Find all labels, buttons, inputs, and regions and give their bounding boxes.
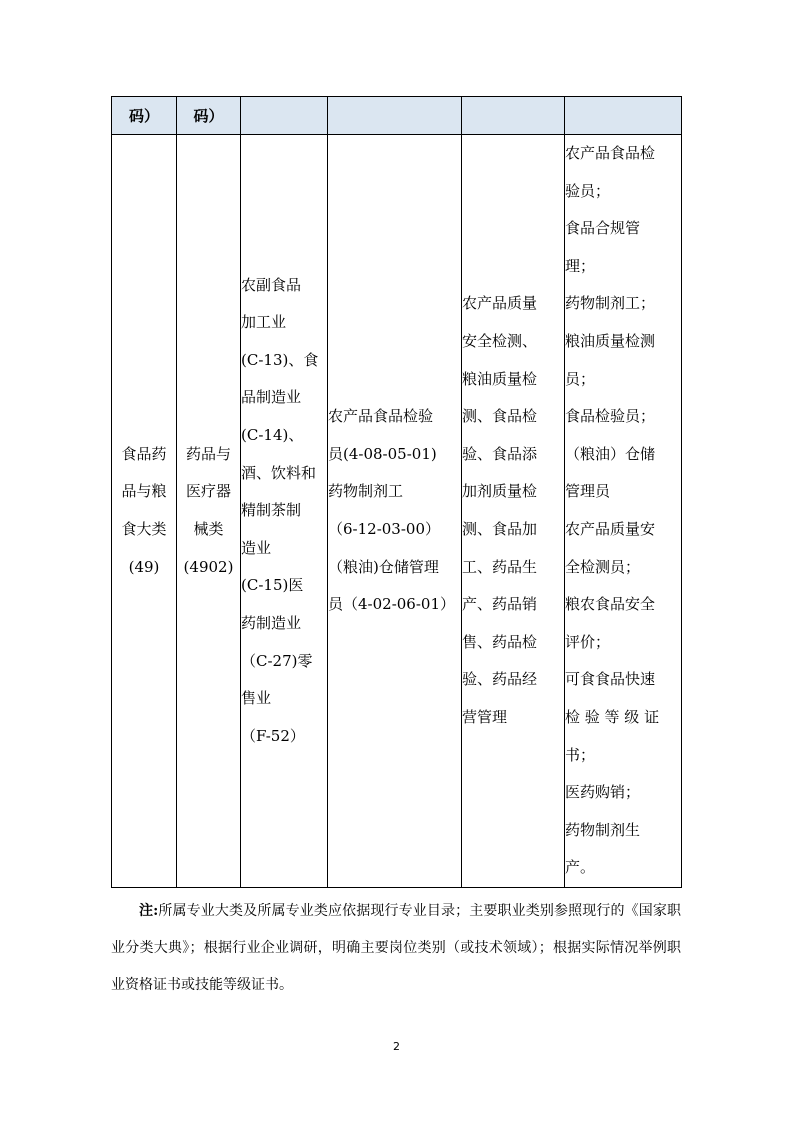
cell-line: 验员； — [565, 181, 611, 200]
cell-industry — [241, 135, 328, 888]
header-cell-5 — [462, 97, 565, 135]
header-cell-2: 码） — [177, 97, 241, 135]
cell-line: 农产品食品检验 — [328, 407, 434, 426]
note-text: 所属专业大类及所属专业类应依据现行专业目录；主要职业类别参照现行的《国家职业分类大典》；根据行业企业调研，明确主要岗位类别（或技术领域）；根据实际情况举例职业资格证书或技能等级证书。 — [111, 903, 681, 993]
cell-line: 产。 — [565, 858, 596, 877]
cell-positions — [462, 135, 565, 888]
cell-line: 营管理 — [462, 707, 508, 726]
page-number: 2 — [393, 1040, 400, 1053]
cell-line: 加工业 — [241, 313, 287, 332]
cell-line: 医药购销； — [565, 783, 641, 802]
cell-line: 理； — [565, 256, 596, 275]
cell-line: （粮油)仓储管理 — [328, 557, 439, 576]
cell-line: 品制造业 — [241, 388, 302, 407]
cell-line: 粮油质量检测 — [565, 331, 656, 350]
cell-line: (C-13)、食 — [241, 350, 319, 369]
cell-line: 药物制剂工； — [565, 294, 656, 313]
cell-line: 评价； — [565, 632, 611, 651]
cell-line: 可食食品快速 — [565, 670, 656, 689]
occupation-table — [111, 96, 682, 888]
cell-line: 药品与 — [185, 444, 231, 463]
cell-occupation — [328, 135, 462, 888]
cell-line: 员； — [565, 369, 596, 388]
cell-line: 药物制剂生 — [565, 820, 641, 839]
cell-line: 酒、饮料和 — [241, 463, 317, 482]
cell-line: 农副食品 — [241, 275, 302, 294]
cell-line: 食品检验员； — [565, 407, 656, 426]
cell-line: （6-12-03-00） — [328, 519, 441, 538]
header-cell-1: 码） — [112, 97, 177, 135]
cell-line: 精制茶制 — [241, 501, 302, 520]
cell-line: 农产品质量 — [462, 294, 538, 313]
cell-line: 药物制剂工 — [328, 482, 404, 501]
table-note — [111, 893, 681, 1004]
cell-line: （粮油）仓储 — [565, 444, 656, 463]
cell-line: 验、食品添 — [462, 444, 538, 463]
cell-line: 安全检测、 — [462, 331, 538, 350]
cell-line: 农产品质量安 — [565, 519, 656, 538]
cell-line: 食品药 — [121, 444, 167, 463]
cell-line: 农产品食品检 — [565, 144, 656, 162]
cell-line: 验、药品经 — [462, 670, 538, 689]
header-cell-4 — [328, 97, 462, 135]
table-row — [112, 135, 682, 888]
header-cell-3 — [241, 97, 328, 135]
cell-line: 医疗器 — [185, 482, 231, 501]
cell-line: 粮农食品安全 — [565, 595, 656, 614]
cell-line: (C-15)医 — [241, 576, 304, 595]
cell-line: 食品合规管 — [565, 219, 641, 238]
cell-line: 测、食品检 — [462, 407, 538, 426]
cell-line: 管理员 — [565, 482, 611, 501]
cell-line: 员（4-02-06-01） — [328, 595, 456, 614]
cell-line: （F-52） — [241, 726, 305, 745]
cell-line: 员(4-08-05-01) — [328, 444, 437, 463]
cell-major-class — [177, 135, 241, 888]
cell-line: 售业 — [241, 689, 272, 708]
cell-line: 食大类 — [121, 519, 167, 538]
cell-certificates — [565, 135, 682, 888]
cell-line: 加剂质量检 — [462, 482, 538, 501]
cell-line: 粮油质量检 — [462, 369, 538, 388]
cell-line: 全检测员； — [565, 557, 641, 576]
cell-line: 械类 — [193, 519, 224, 538]
cell-line: (4902) — [183, 557, 234, 576]
cell-line: 工、药品生 — [462, 557, 538, 576]
cell-line: 产、药品销 — [462, 595, 538, 614]
cell-line: 药制造业 — [241, 613, 302, 632]
cell-line: 书； — [565, 745, 596, 764]
cell-line: 售、药品检 — [462, 632, 538, 651]
table-header-row — [112, 97, 682, 135]
header-cell-6 — [565, 97, 682, 135]
cell-line: 品与粮 — [121, 482, 167, 501]
cell-line: 造业 — [241, 538, 272, 557]
note-label: 注: — [139, 903, 159, 919]
cell-major-category — [112, 135, 177, 888]
cell-line: 检 验 等 级 证 — [565, 707, 660, 726]
cell-line: （C-27)零 — [241, 651, 313, 670]
cell-line: (C-14)、 — [241, 425, 304, 444]
cell-line: 测、食品加 — [462, 519, 538, 538]
cell-line: (49) — [128, 557, 160, 576]
